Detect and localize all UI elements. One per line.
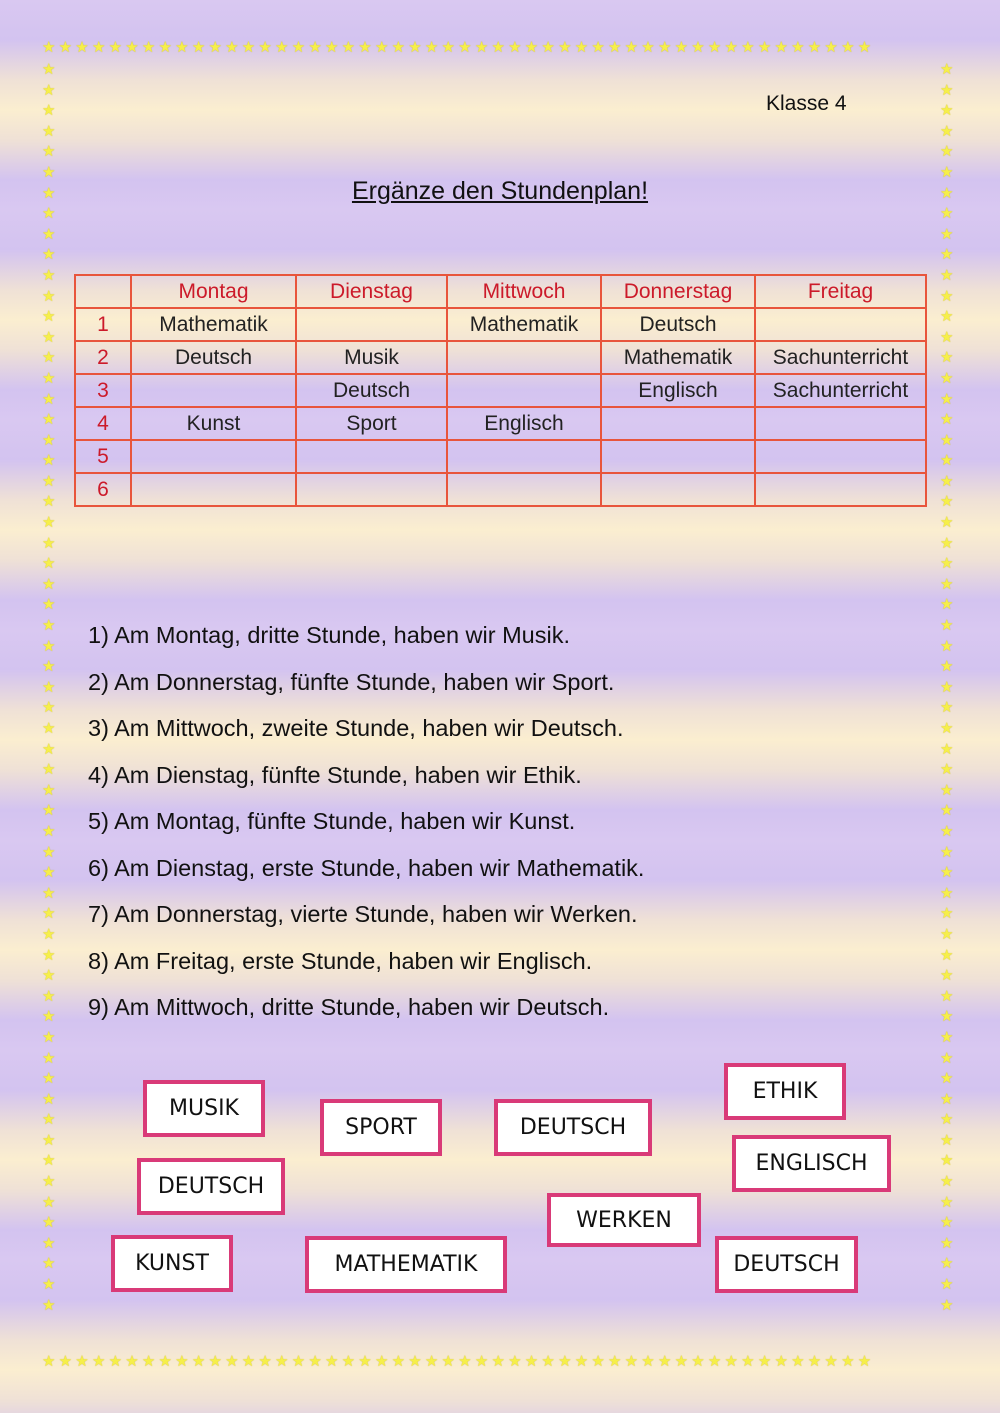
timetable-cell: Deutsch bbox=[131, 341, 296, 374]
sentence-item: 8) Am Freitag, erste Stunde, haben wir Englisch. bbox=[88, 947, 593, 974]
timetable-empty-cell[interactable] bbox=[755, 407, 926, 440]
timetable bbox=[74, 274, 927, 507]
day-header: Donnerstag bbox=[601, 275, 755, 308]
timetable-cell: Musik bbox=[296, 341, 447, 374]
page-title: Ergänze den Stundenplan! bbox=[351, 177, 649, 205]
sentence-item: 2) Am Donnerstag, fünfte Stunde, haben wir Sport. bbox=[88, 668, 615, 695]
word-card-englisch[interactable]: ENGLISCH bbox=[732, 1135, 891, 1192]
timetable-empty-cell[interactable] bbox=[296, 308, 447, 341]
period-number: 1 bbox=[75, 308, 131, 341]
star-border-bottom: ★★★★★★★★★★★★★★★★★★★★★★★★★★★★★★★★★★★★★★★★★★★★★★★★★★ bbox=[42, 1354, 875, 1370]
timetable-empty-cell[interactable] bbox=[131, 374, 296, 407]
period-number: 6 bbox=[75, 473, 131, 506]
timetable-empty-cell[interactable] bbox=[296, 473, 447, 506]
day-header: Montag bbox=[131, 275, 296, 308]
timetable-row bbox=[75, 440, 926, 473]
sentence-item: 7) Am Donnerstag, vierte Stunde, haben wir Werken. bbox=[88, 901, 638, 927]
sentence-item: 1) Am Montag, dritte Stunde, haben wir Musik. bbox=[88, 622, 570, 648]
timetable-empty-cell[interactable] bbox=[447, 473, 601, 506]
period-number: 4 bbox=[75, 407, 131, 440]
timetable-empty-cell[interactable] bbox=[755, 473, 926, 506]
word-card-sport[interactable]: SPORT bbox=[320, 1099, 442, 1156]
timetable-empty-cell[interactable] bbox=[601, 440, 755, 473]
word-card-kunst[interactable]: KUNST bbox=[111, 1235, 233, 1292]
period-number: 3 bbox=[75, 374, 131, 407]
timetable-row bbox=[75, 407, 926, 440]
timetable-cell: Kunst bbox=[131, 407, 296, 440]
word-card-deutsch[interactable]: DEUTSCH bbox=[715, 1236, 858, 1293]
timetable-row bbox=[75, 374, 926, 407]
day-header: Freitag bbox=[755, 275, 926, 308]
sentence-item: 6) Am Dienstag, erste Stunde, haben wir Mathematik. bbox=[88, 854, 645, 881]
timetable-empty-cell[interactable] bbox=[131, 473, 296, 506]
word-card-deutsch[interactable]: DEUTSCH bbox=[137, 1158, 285, 1215]
timetable-corner-cell bbox=[75, 275, 131, 308]
timetable-empty-cell[interactable] bbox=[601, 407, 755, 440]
timetable-row bbox=[75, 341, 926, 374]
sentence-item: 4) Am Dienstag, fünfte Stunde, haben wir Ethik. bbox=[88, 761, 582, 788]
sentence-item: 5) Am Montag, fünfte Stunde, haben wir Kunst. bbox=[88, 808, 576, 834]
timetable-cell: Sachunterricht bbox=[755, 374, 926, 407]
timetable-empty-cell[interactable] bbox=[296, 440, 447, 473]
timetable-cell: Englisch bbox=[447, 407, 601, 440]
word-card-musik[interactable]: MUSIK bbox=[143, 1080, 265, 1137]
timetable-header-row bbox=[75, 275, 926, 308]
timetable-cell: Mathematik bbox=[131, 308, 296, 341]
word-card-mathematik[interactable]: MATHEMATIK bbox=[305, 1236, 507, 1293]
word-card-ethik[interactable]: ETHIK bbox=[724, 1063, 846, 1120]
timetable-cell: Mathematik bbox=[601, 341, 755, 374]
timetable-row bbox=[75, 308, 926, 341]
timetable-empty-cell[interactable] bbox=[755, 440, 926, 473]
timetable-cell: Deutsch bbox=[296, 374, 447, 407]
star-border-left: ★★★★★★★★★★★★★★★★★★★★★★★★★★★★★★★★★★★★★★★★★★★★★★★★★★★★★★★★★★★★★ bbox=[42, 61, 56, 1314]
word-card-werken[interactable]: WERKEN bbox=[547, 1193, 701, 1247]
sentence-item: 3) Am Mittwoch, zweite Stunde, haben wir Deutsch. bbox=[88, 715, 624, 741]
timetable-cell: Sachunterricht bbox=[755, 341, 926, 374]
star-border-top: ★★★★★★★★★★★★★★★★★★★★★★★★★★★★★★★★★★★★★★★★★★★★★★★★★★ bbox=[42, 40, 875, 56]
word-card-deutsch[interactable]: DEUTSCH bbox=[494, 1099, 652, 1156]
timetable-cell: Sport bbox=[296, 407, 447, 440]
timetable-cell: Englisch bbox=[601, 374, 755, 407]
timetable-empty-cell[interactable] bbox=[447, 341, 601, 374]
star-border-right: ★★★★★★★★★★★★★★★★★★★★★★★★★★★★★★★★★★★★★★★★★★★★★★★★★★★★★★★★★★★★★ bbox=[940, 61, 954, 1314]
timetable-cell: Mathematik bbox=[447, 308, 601, 341]
period-number: 5 bbox=[75, 440, 131, 473]
timetable-row bbox=[75, 473, 926, 506]
timetable-empty-cell[interactable] bbox=[601, 473, 755, 506]
timetable-empty-cell[interactable] bbox=[447, 440, 601, 473]
class-label: Klasse 4 bbox=[766, 92, 847, 115]
sentence-item: 9) Am Mittwoch, dritte Stunde, haben wir Deutsch. bbox=[88, 994, 610, 1020]
timetable-empty-cell[interactable] bbox=[131, 440, 296, 473]
sentence-list bbox=[88, 617, 644, 1036]
timetable-empty-cell[interactable] bbox=[447, 374, 601, 407]
period-number: 2 bbox=[75, 341, 131, 374]
timetable-empty-cell[interactable] bbox=[755, 308, 926, 341]
timetable-cell: Deutsch bbox=[601, 308, 755, 341]
day-header: Dienstag bbox=[296, 275, 447, 308]
day-header: Mittwoch bbox=[447, 275, 601, 308]
